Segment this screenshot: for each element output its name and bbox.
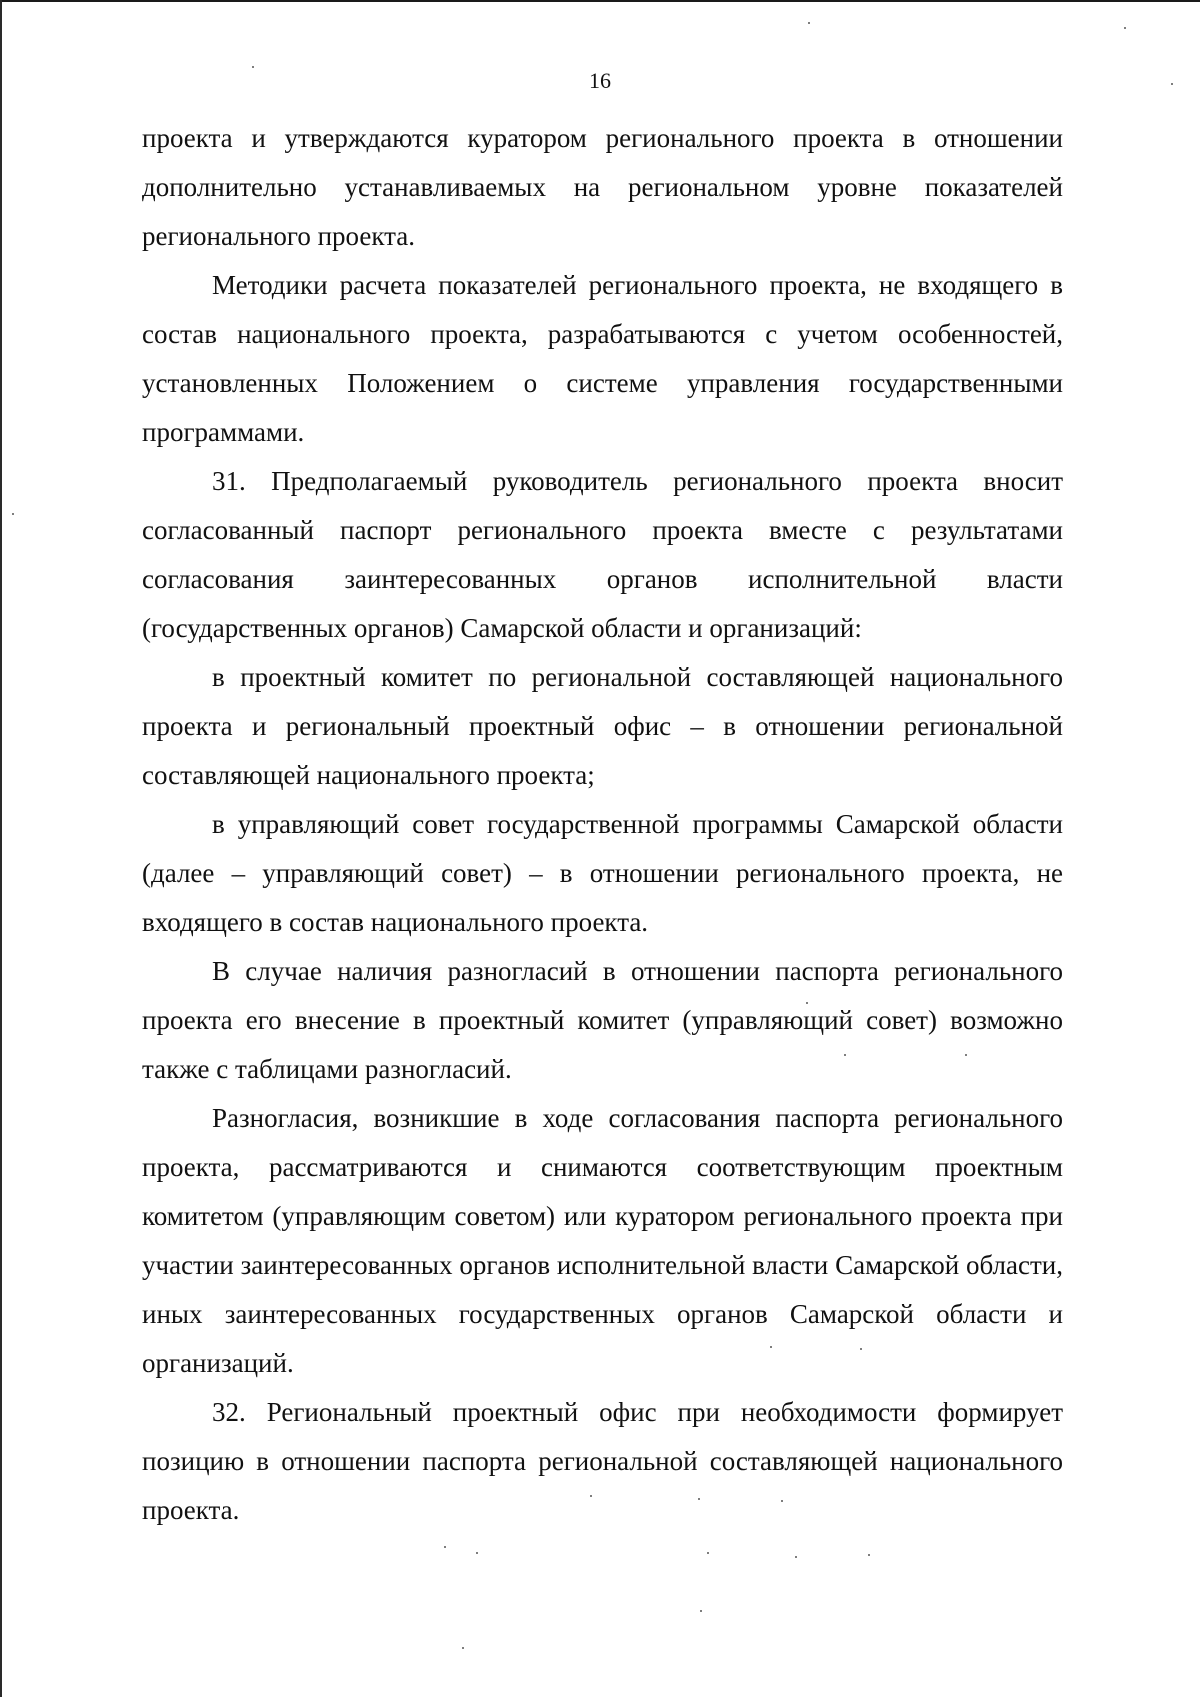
scan-top-edge	[0, 0, 1200, 2]
paragraph-project-committee: в проектный комитет по региональной составляющей национального проекта и региональный проектный офис – в отношении региональной составляющей национального проекта;	[142, 662, 1063, 790]
scan-speck	[698, 1498, 700, 1500]
scan-speck	[462, 1647, 464, 1649]
scan-speck	[868, 1554, 870, 1556]
body-text	[142, 114, 1063, 1535]
paragraph-disagreements-submission: В случае наличия разногласий в отношении паспорта регионального проекта его внесение в проектный комитет (управляющий совет) возможно также с таблицами разногласий.	[142, 956, 1063, 1084]
scan-speck	[781, 1500, 783, 1502]
scan-speck	[965, 1054, 967, 1056]
scan-speck	[808, 22, 810, 24]
scan-speck	[1124, 27, 1126, 29]
paragraph-methodology: Методики расчета показателей регионального проекта, не входящего в состав национального проекта, разрабатываются с учетом особенностей, установленных Положением о системе управления государственными программами.	[142, 270, 1063, 447]
scan-left-edge	[0, 0, 2, 1697]
scan-speck	[12, 513, 14, 515]
scan-speck	[707, 1552, 709, 1554]
paragraph-clause-31: 31. Предполагаемый руководитель регионального проекта вносит согласованный паспорт регионального проекта вместе с результатами согласования заинтересованных органов исполнительной власти (государственных органов) Самарской области и организаций:	[142, 466, 1063, 643]
scan-speck	[444, 1546, 446, 1548]
paragraph-clause-32: 32. Региональный проектный офис при необходимости формирует позицию в отношении паспорта региональной составляющей национального проекта.	[142, 1397, 1063, 1525]
scan-speck	[252, 66, 254, 68]
scan-speck	[1171, 83, 1173, 85]
page-number: 16	[589, 68, 611, 93]
paragraph-continuation: проекта и утверждаются куратором регионального проекта в отношении дополнительно устанавливаемых на региональном уровне показателей регионального проекта.	[142, 123, 1063, 251]
scan-speck	[770, 1346, 772, 1348]
scan-speck	[590, 1495, 592, 1497]
scan-speck	[700, 1610, 702, 1612]
paragraph-disagreements-resolution: Разногласия, возникшие в ходе согласования паспорта регионального проекта, рассматриваются и снимаются соответствующим проектным комитетом (управляющим советом) или куратором регионального проекта при участии заинтересованных органов исполнительной власти Самарской области, иных заинтересованных государственных органов Самарской области и организаций.	[142, 1103, 1063, 1378]
scan-speck	[806, 1002, 808, 1004]
scan-speck	[844, 1054, 846, 1056]
paragraph-governing-council: в управляющий совет государственной программы Самарской области (далее – управляющий совет) – в отношении регионального проекта, не входящего в состав национального проекта.	[142, 809, 1063, 937]
scan-speck	[795, 1556, 797, 1558]
scan-speck	[476, 1552, 478, 1554]
scan-speck	[860, 1348, 862, 1350]
